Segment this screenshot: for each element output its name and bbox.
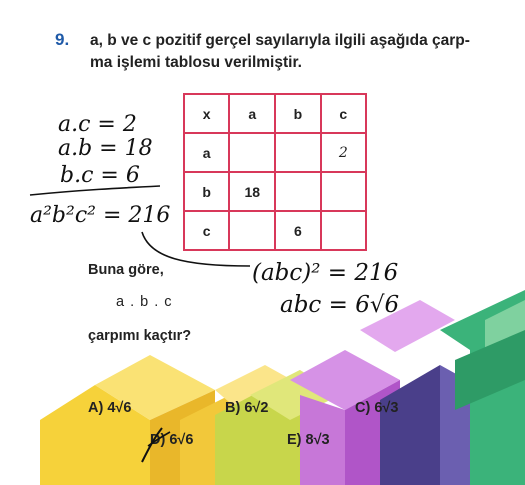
table-header-cell: c: [321, 94, 366, 133]
prompt-ask: çarpımı kaçtır?: [88, 328, 192, 344]
question-text-line-2: ma işlemi tablosu verilmiştir.: [90, 54, 302, 71]
handwritten-note-abc-squared: (abc)² = 216: [252, 260, 399, 286]
option-d[interactable]: [150, 432, 193, 448]
handwritten-note-bc: b.c = 6: [60, 163, 140, 188]
table-row-label: b: [184, 172, 229, 211]
option-label: A): [88, 400, 104, 416]
table-header-cell: a: [229, 94, 275, 133]
option-a[interactable]: [88, 400, 131, 416]
option-e[interactable]: [287, 432, 330, 448]
table-row-label: a: [184, 133, 229, 172]
option-value: 6√6: [169, 432, 194, 448]
option-value: 6√3: [374, 400, 399, 416]
table-cell: 2: [321, 133, 366, 172]
option-label: D): [150, 432, 166, 448]
question-number: 9.: [55, 30, 70, 49]
option-label: E): [287, 432, 302, 448]
handwritten-note-ab: a.b = 18: [58, 136, 153, 161]
option-label: C): [355, 400, 371, 416]
option-label: B): [225, 400, 241, 416]
prompt-expression: a . b . c: [116, 294, 173, 310]
option-value: 4√6: [107, 400, 132, 416]
question-text-line-1: a, b ve c pozitif gerçel sayılarıyla ilgili aşağıda çarp-: [90, 32, 470, 49]
option-value: 8√3: [305, 432, 330, 448]
table-header-cell: x: [184, 94, 229, 133]
option-c[interactable]: [355, 400, 398, 416]
handwritten-note-ac: a.c = 2: [58, 112, 137, 137]
option-b[interactable]: [225, 400, 268, 416]
table-cell: 18: [229, 172, 275, 211]
handwritten-note-abc-result: abc = 6√6: [280, 292, 400, 318]
table-row-label: c: [184, 211, 229, 250]
table-cell: 6: [275, 211, 320, 250]
prompt-buna-gore: Buna göre,: [88, 262, 164, 278]
option-value: 6√2: [244, 400, 269, 416]
table-header-cell: b: [275, 94, 320, 133]
handwritten-note-product: a²b²c² = 216: [30, 203, 171, 228]
